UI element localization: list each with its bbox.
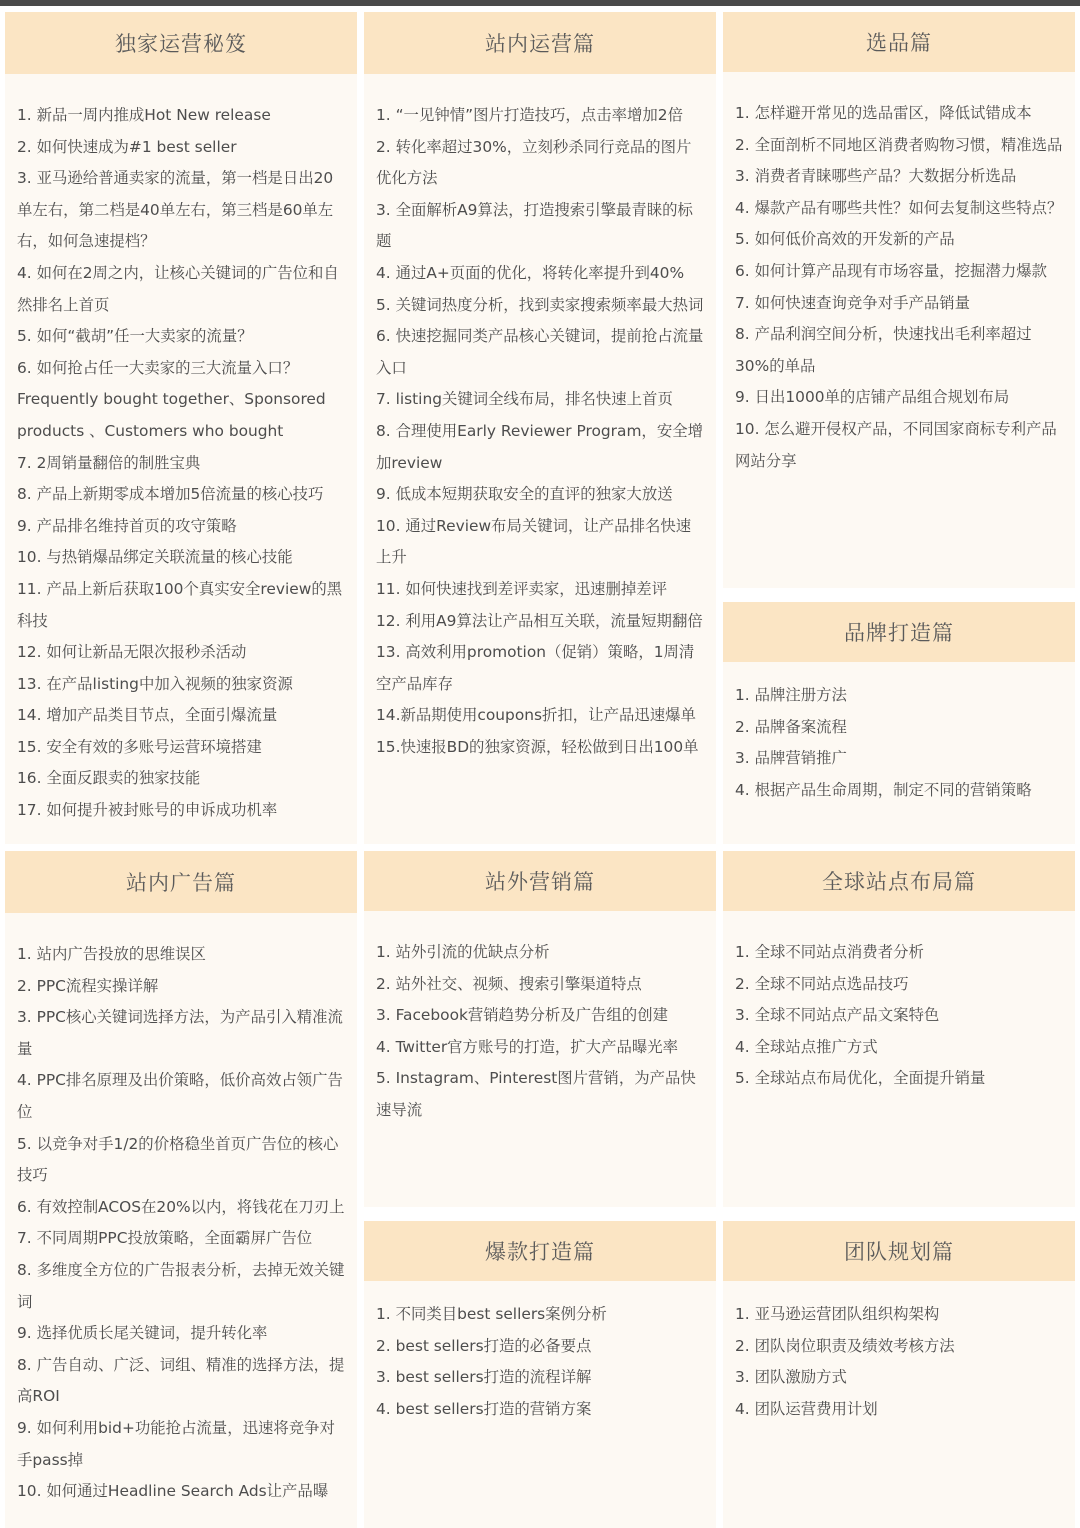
list-item: 8. 广告自动、广泛、词组、精准的选择方法，提高ROI [17,1355,345,1406]
list-item: 14.新品期使用coupons折扣，让产品迅速爆单 [376,706,696,725]
list-item: 9. 低成本短期获取安全的直评的独家大放送 [376,485,673,504]
item-list [17,100,347,827]
list-item: 1. 全球不同站点消费者分析 [735,943,924,961]
list-item: 5. 如何“截胡”任一大卖家的流量？ [17,327,253,346]
list-item: 2. 如何快速成为#1 best seller [17,137,237,156]
list-item: 11. 产品上新后获取100个真实安全review的黑科技 [17,579,343,630]
list-item: 7. listing关键词全线布局，排名快速上首页 [376,390,673,409]
list-item: 5. 全球站点布局优化，全面提升销量 [735,1069,986,1088]
list-item: 2. 转化率超过30%，立刻秒杀同行竞品的图片优化方法 [376,137,692,188]
list-item: 4. 爆款产品有哪些共性？如何去复制这些特点？ [735,198,1063,217]
list-item: 1. 站外引流的优缺点分析 [376,943,550,961]
list-item: 9. 选择优质长尾关键词，提升转化率 [17,1324,268,1343]
list-item: 9. 产品排名维持首页的攻守策略 [17,516,237,535]
list-item: 7. 不同周期PPC投放策略，全面霸屏广告位 [17,1229,313,1248]
list-item: 15. 安全有效的多账号运营环境搭建 [17,737,262,756]
list-item: 3. 品牌营销推广 [735,749,847,768]
list-item: 9. 日出1000单的店铺产品组合规划布局 [735,388,1010,407]
list-item: 5. 关键词热度分析，找到卖家搜索频率最大热词 [376,295,704,314]
panel-bestseller-building [364,1221,716,1528]
panel-team-planning [723,1221,1075,1528]
item-list [735,937,1065,1095]
panel-title: 独家运营秘笈 [5,12,357,74]
list-item: 3. best sellers打造的流程详解 [376,1368,592,1387]
list-item: 4. 全球站点推广方式 [735,1037,878,1056]
list-item: 2. PPC流程实操详解 [17,976,159,995]
list-item: 1. 新品一周内推成Hot New release [17,106,271,124]
list-item: 2. best sellers打造的必备要点 [376,1336,592,1355]
list-item: 10. 与热销爆品绑定关联流量的核心技能 [17,548,293,567]
list-item: 17. 如何提升被封账号的申诉成功机率 [17,801,278,820]
top-border-bar [0,0,1080,6]
list-item: 4. 通过A+页面的优化，将转化率提升到40% [376,263,685,282]
list-item: 3. 团队激励方式 [735,1368,847,1387]
item-list [735,680,1065,806]
item-list [17,939,347,1508]
list-item: 14. 增加产品类目节点，全面引爆流量 [17,706,278,725]
list-item: 7. 如何快速查询竞争对手产品销量 [735,293,971,312]
list-item: 1. 站内广告投放的思维误区 [17,945,206,963]
list-item: 1. 不同类目best sellers案例分析 [376,1305,607,1323]
list-item: 8. 多维度全方位的广告报表分析，去掉无效关键词 [17,1260,345,1311]
list-item: 6. 如何抢占任一大卖家的三大流量入口？Frequently bought together、Sponsored products 、Customers who bought [17,358,326,440]
panel-product-selection [723,12,1075,588]
panel-onsite-ads [5,851,357,1528]
list-item: 11. 如何快速找到差评卖家，迅速删掉差评 [376,579,668,598]
list-item: 4. 根据产品生命周期，制定不同的营销策略 [735,780,1032,799]
list-item: 4. PPC排名原理及出价策略，低价高效占领广告位 [17,1071,343,1121]
item-list [376,937,706,1127]
list-item: 1. 怎样避开常见的选品雷区，降低试错成本 [735,104,1032,122]
panel-brand-building [723,602,1075,844]
list-item: 10. 如何通过Headline Search Ads让产品曝 [17,1482,329,1501]
list-item: 8. 合理使用Early Reviewer Program，安全增加review [376,421,703,472]
panel-title: 站内运营篇 [364,12,716,74]
list-item: 4. Twitter官方账号的打造，扩大产品曝光率 [376,1037,679,1056]
list-item: 8. 产品利润空间分析，快速找出毛利率超过30%的单品 [735,325,1032,375]
list-item: 6. 快速挖掘同类产品核心关键词，提前抢占流量入口 [376,327,704,377]
list-item: 1. 品牌注册方法 [735,686,847,704]
list-item: 2. 品牌备案流程 [735,717,847,736]
list-item: 4. 团队运营费用计划 [735,1399,878,1418]
list-item: 3. 亚马逊给普通卖家的流量，第一档是日出20单左右，第二档是40单左右，第三档是60单左右，如何急速提档？ [17,169,334,251]
list-item: 4. 如何在2周之内，让核心关键词的广告位和自然排名上首页 [17,263,339,314]
item-list [376,1299,706,1425]
list-item: 1. 亚马逊运营团队组织构架构 [735,1305,940,1323]
panel-title: 站外营销篇 [364,851,716,911]
list-item: 15.快速报BD的独家资源，轻松做到日出100单 [376,737,699,756]
list-item: 12. 如何让新品无限次报秒杀活动 [17,643,247,662]
list-item: 2. 全面剖析不同地区消费者购物习惯，精准选品 [735,135,1063,154]
panel-onsite-operations [364,12,716,844]
panel-exclusive-operations [5,12,357,844]
list-item: 3. Facebook营销趋势分析及广告组的创建 [376,1006,668,1025]
list-item: 10. 怎么避开侵权产品，不同国家商标专利产品网站分享 [735,419,1057,470]
list-item: 5. 如何低价高效的开发新的产品 [735,230,955,249]
list-item: 2. 站外社交、视频、搜索引擎渠道特点 [376,974,642,993]
item-list [735,98,1065,477]
list-item: 3. PPC核心关键词选择方法，为产品引入精准流量 [17,1008,343,1058]
list-item: 8. 产品上新期零成本增加5倍流量的核心技巧 [17,485,324,504]
list-item: 5. 以竞争对手1/2的价格稳坐首页广告位的核心技巧 [17,1134,339,1185]
list-item: 5. Instagram、Pinterest图片营销，为产品快速导流 [376,1069,696,1119]
list-item: 13. 高效利用promotion（促销）策略，1周清空产品库存 [376,643,695,693]
list-item: 2. 团队岗位职责及绩效考核方法 [735,1336,955,1355]
list-item: 2. 全球不同站点选品技巧 [735,974,909,993]
panel-global-sites [723,851,1075,1207]
item-list [735,1299,1065,1425]
list-item: 16. 全面反跟卖的独家技能 [17,769,201,788]
panel-title: 选品篇 [723,12,1075,72]
list-item: 3. 消费者青睐哪些产品？大数据分析选品 [735,167,1017,186]
panel-title: 爆款打造篇 [364,1221,716,1281]
panel-offsite-marketing [364,851,716,1207]
list-item: 4. best sellers打造的营销方案 [376,1399,592,1418]
list-item: 6. 如何计算产品现有市场容量，挖掘潜力爆款 [735,261,1047,280]
panel-title: 团队规划篇 [723,1221,1075,1281]
panel-title: 品牌打造篇 [723,602,1075,662]
list-item: 12. 利用A9算法让产品相互关联，流量短期翻倍 [376,611,703,630]
list-item: 1. “一见钟情”图片打造技巧，点击率增加2倍 [376,106,683,124]
list-item: 3. 全球不同站点产品文案特色 [735,1006,940,1025]
list-item: 10. 通过Review布局关键词，让产品排名快速上升 [376,516,692,567]
panel-title: 全球站点布局篇 [723,851,1075,911]
list-item: 13. 在产品listing中加入视频的独家资源 [17,674,293,693]
list-item: 6. 有效控制ACOS在20%以内，将钱花在刀刃上 [17,1197,345,1216]
list-item: 3. 全面解析A9算法，打造搜索引擎最青睐的标题 [376,200,693,251]
list-item: 7. 2周销量翻倍的制胜宝典 [17,453,201,472]
item-list [376,100,706,763]
panel-title: 站内广告篇 [5,851,357,913]
list-item: 9. 如何利用bid+功能抢占流量，迅速将竞争对手pass掉 [17,1418,335,1469]
